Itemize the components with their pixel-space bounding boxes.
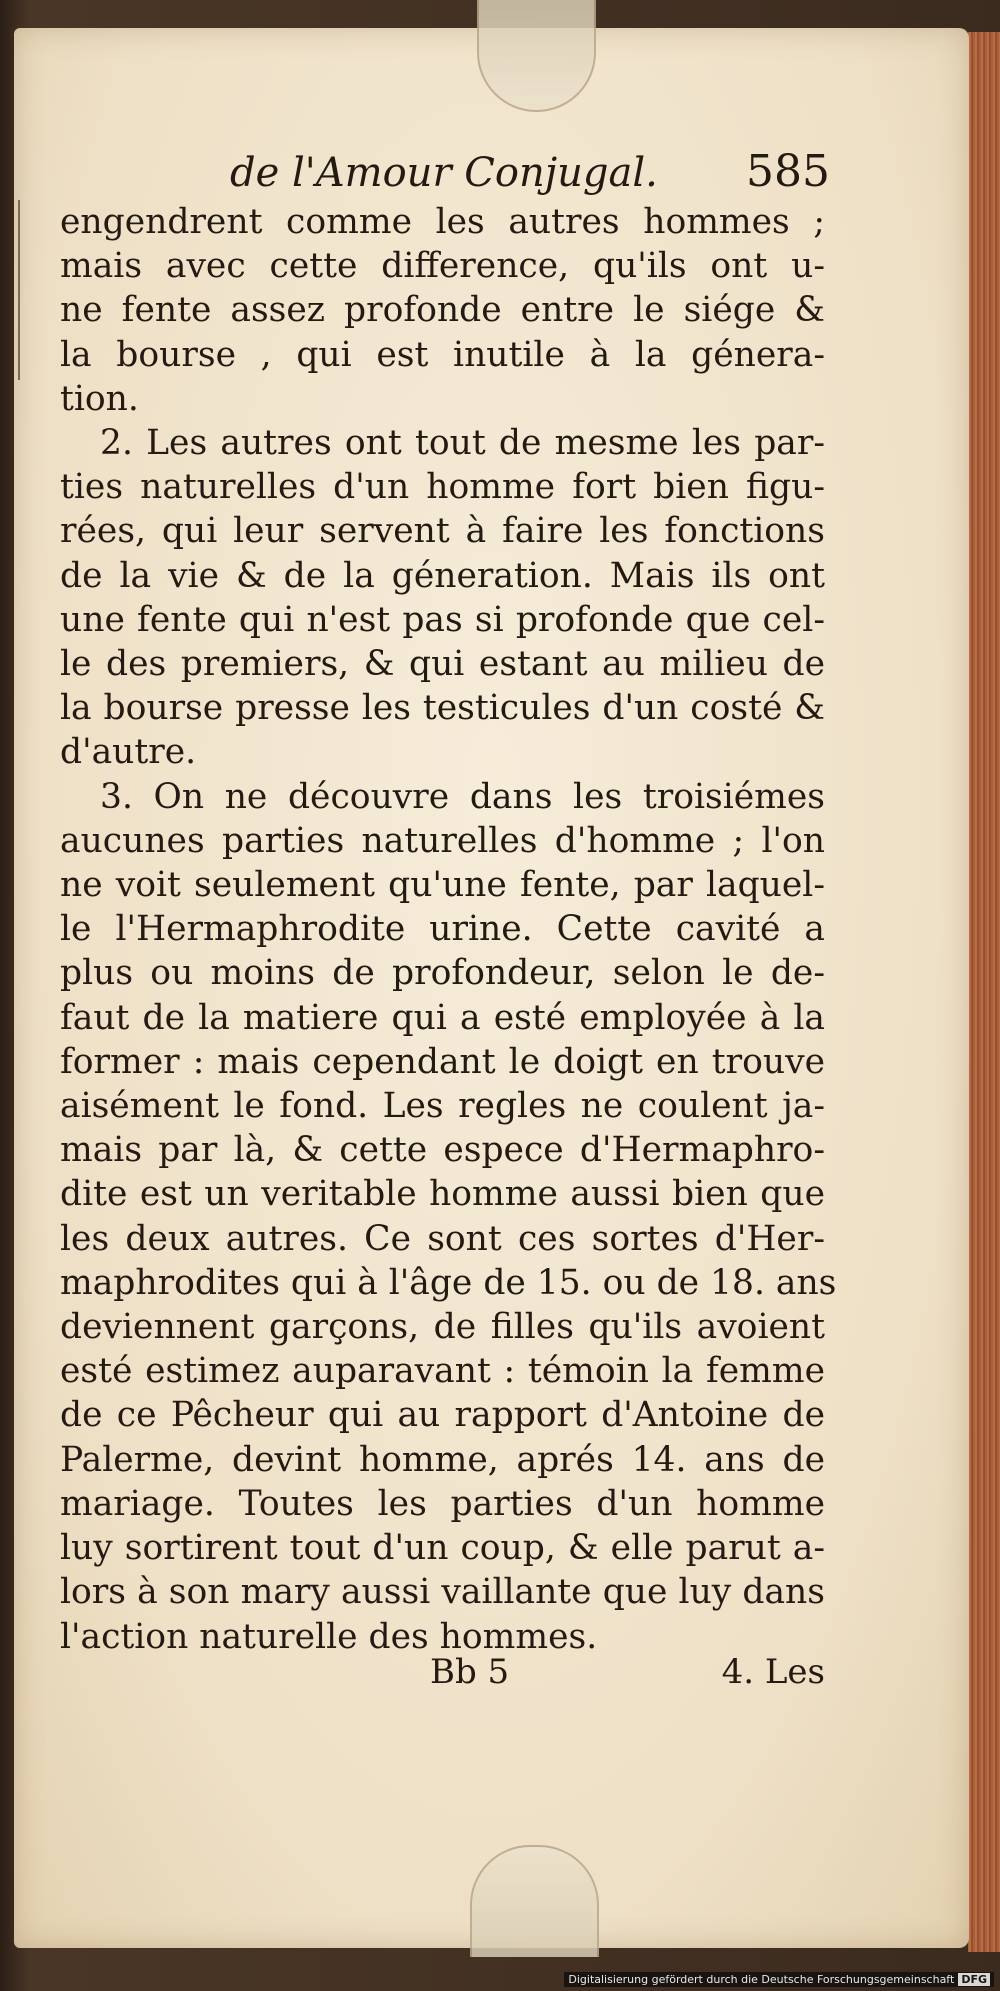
text-line: dite est un veritable homme aussi bien que [60,1174,825,1215]
running-header [230,146,830,206]
text-line: ne voit seulement qu'une fente, par laquel- [60,865,825,906]
page-clip-bottom [470,1845,599,1957]
page-footer [60,1652,825,1702]
text-line: 2. Les autres ont tout de mesme les par- [100,423,825,464]
text-line: rées, qui leur servent à faire les fonctions [60,511,825,552]
text-line: ne fente assez profonde entre le siége & [60,290,825,331]
margin-mark [18,200,20,380]
body-text [60,200,837,1659]
text-line: aucunes parties naturelles d'homme ; l'on [60,820,825,861]
credit-text: Digitalisierung gefördert durch die Deutsche Forschungsgemeinschaft [568,1973,955,1986]
text-line: de la vie & de la géneration. Mais ils ont [60,555,825,596]
catchword: 4. Les [721,1652,825,1692]
text-line: tion. [60,378,139,419]
text-line: engendrent comme les autres hommes ; [60,202,825,242]
text-line: mais par là, & cette espece d'Hermaphro- [60,1130,825,1171]
text-line: faut de la matiere qui a esté employée à la [60,997,825,1038]
text-line: ties naturelles d'un homme fort bien figu- [60,467,825,508]
text-line: lors à son mary aussi vaillante que luy dans [60,1572,825,1613]
text-line: le des premiers, & qui estant au milieu de [60,644,825,685]
text-line: mais avec cette difference, qu'ils ont u- [60,246,825,287]
text-line: la bourse , qui est inutile à la génera- [60,334,825,375]
page-number: 585 [746,146,830,197]
text-line: plus ou moins de profondeur, selon le de- [60,953,825,994]
text-line: deviennent garçons, de filles qu'ils avoient [60,1307,825,1348]
text-line: 3. On ne découvre dans les troisiémes [100,776,825,817]
text-line: d'autre. [60,732,197,773]
text-line: l'action naturelle des hommes. [60,1616,598,1657]
text-line: une fente qui n'est pas si profonde que cel- [60,599,825,640]
text-line: mariage. Toutes les parties d'un homme [60,1483,825,1524]
dfg-logo: DFG [958,1973,990,1986]
text-line: esté estimez auparavant : témoin la femme [60,1351,825,1392]
text-line: aisément le fond. Les regles ne coulent ja- [60,1086,825,1127]
text-line: les deux autres. Ce sont ces sortes d'Her- [60,1218,825,1259]
digitization-credit [564,1972,994,1987]
signature-mark: Bb 5 [430,1652,510,1692]
text-line: la bourse presse les testicules d'un costé & [60,688,825,729]
text-line: former : mais cependant le doigt en trouve [60,1041,825,1082]
text-line: Palerme, devint homme, aprés 14. ans de [60,1439,825,1480]
text-line: de ce Pêcheur qui au rapport d'Antoine de [60,1395,825,1436]
book-fore-edge [968,32,1000,1952]
text-line: maphrodites qui à l'âge de 15. ou de 18. ans [60,1262,837,1303]
text-line: luy sortirent tout d'un coup, & elle parut a- [60,1528,825,1569]
text-line: le l'Hermaphrodite urine. Cette cavité a [60,909,825,950]
running-title: de l'Amour Conjugal. [230,150,658,196]
